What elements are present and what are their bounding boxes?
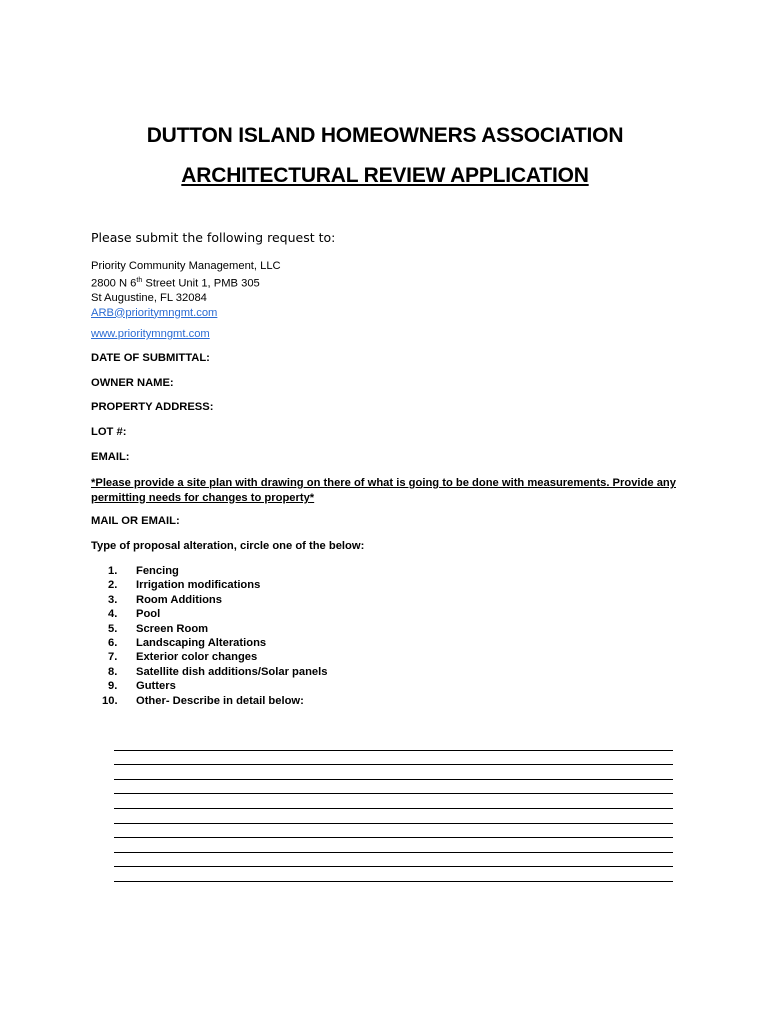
list-item[interactable]: 5. Screen Room (108, 622, 209, 635)
description-line[interactable] (114, 736, 673, 751)
description-line[interactable] (114, 794, 673, 809)
owner-name-label: OWNER NAME: (91, 377, 174, 389)
list-item[interactable]: 1. Fencing (108, 565, 179, 577)
proposal-type-label: Type of proposal alteration, circle one of the below: (91, 540, 365, 552)
description-line[interactable] (114, 853, 673, 868)
website-link[interactable]: www.prioritymngmt.com (91, 328, 210, 340)
description-line[interactable] (114, 809, 673, 824)
list-item[interactable]: 9. Gutters (108, 680, 176, 693)
proposal-options-list (102, 564, 328, 708)
lot-number-label: LOT #: (91, 426, 127, 438)
description-line[interactable] (114, 751, 673, 766)
site-plan-note: *Please provide a site plan with drawing on there of what is going to be done with measurements. Provide any permitting needs for changes to property* (91, 477, 676, 504)
city-state-zip: St Augustine, FL 32084 (91, 291, 207, 304)
list-item[interactable]: 4. Pool (108, 608, 161, 621)
date-of-submittal-label: DATE OF SUBMITTAL: (91, 352, 210, 364)
form-title: ARCHITECTURAL REVIEW APPLICATION (181, 164, 589, 187)
company-name: Priority Community Management, LLC (91, 260, 281, 272)
description-line[interactable] (114, 824, 673, 839)
list-item[interactable]: 8. Satellite dish additions/Solar panels (108, 665, 328, 678)
list-item[interactable]: 3. Room Additions (108, 593, 222, 606)
list-item[interactable]: 2. Irrigation modifications (108, 579, 261, 592)
mail-or-email-label: MAIL OR EMAIL: (91, 515, 180, 527)
list-item[interactable]: 6. Landscaping Alterations (108, 637, 267, 650)
description-line[interactable] (114, 867, 673, 882)
email-label: EMAIL: (91, 451, 130, 463)
mailing-address (91, 259, 281, 320)
street-address: 2800 N 6th Street Unit 1, PMB 305 (91, 276, 260, 290)
property-address-label: PROPERTY ADDRESS: (91, 401, 214, 413)
list-item[interactable]: 7. Exterior color changes (108, 651, 258, 664)
description-line[interactable] (114, 780, 673, 795)
description-lines[interactable] (114, 736, 673, 882)
email-link[interactable]: ARB@prioritymngmt.com (91, 306, 218, 319)
description-line[interactable] (114, 838, 673, 853)
description-line[interactable] (114, 765, 673, 780)
list-item[interactable]: 10. Other- Describe in detail below: (102, 694, 304, 707)
submission-instruction: Please submit the following request to: (91, 230, 336, 245)
association-title: DUTTON ISLAND HOMEOWNERS ASSOCIATION (146, 124, 624, 147)
